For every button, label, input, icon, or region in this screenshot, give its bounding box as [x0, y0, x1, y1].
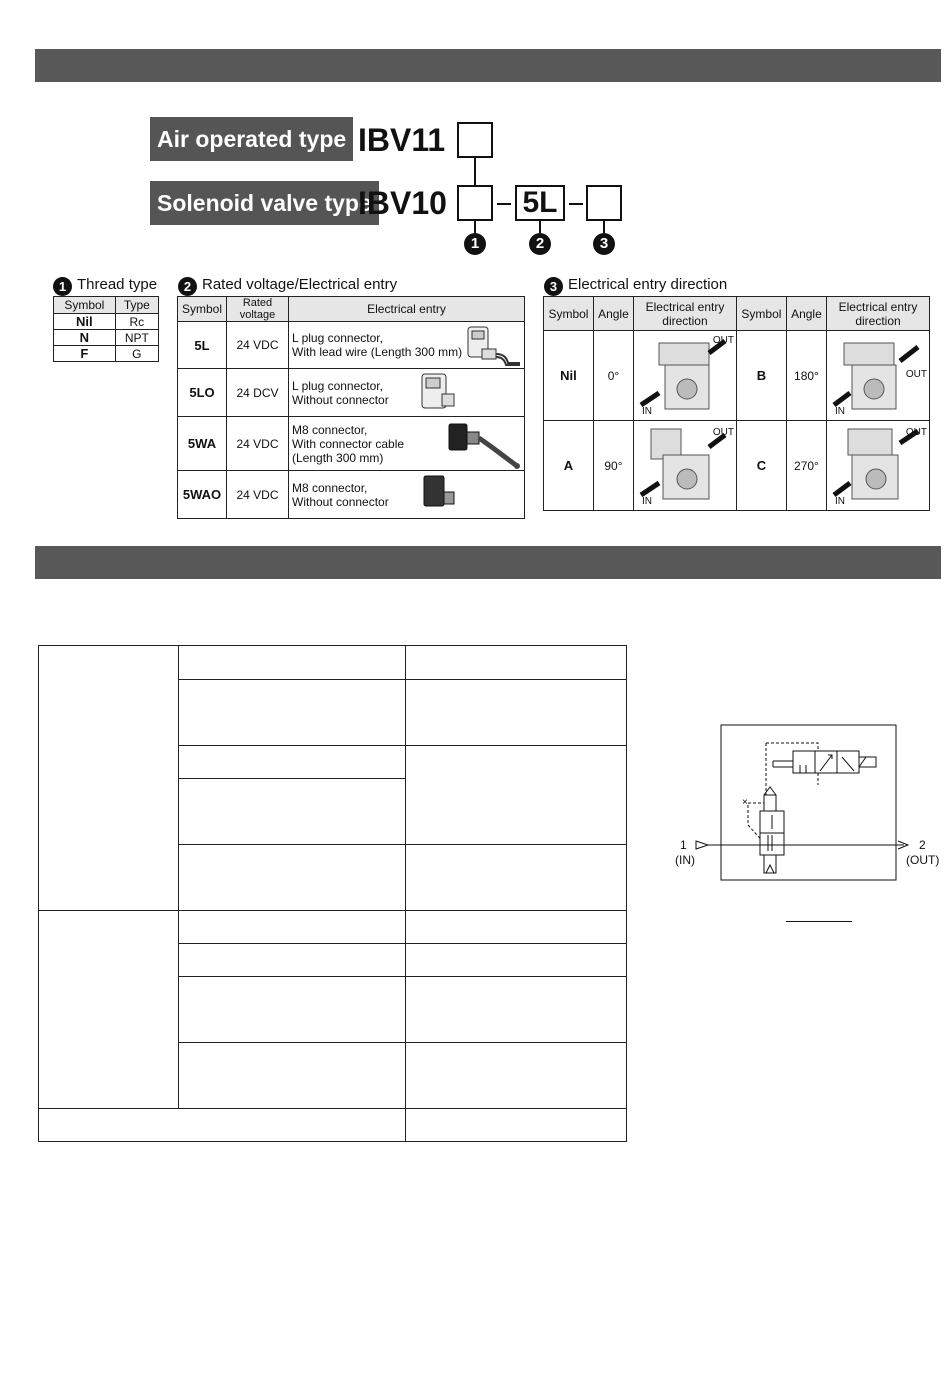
direction-option-box [586, 185, 622, 221]
connector-line [603, 221, 605, 233]
title-text: Electrical entry direction [568, 276, 728, 293]
spec-item-cell [179, 845, 406, 911]
spec-item-cell [179, 977, 406, 1043]
symbol-cell: N [54, 330, 116, 346]
entry-line: Without connector [292, 494, 389, 509]
entry-cell [289, 471, 525, 519]
symbol-cell: 5WAO [178, 471, 227, 519]
option-number-1: 1 [464, 233, 486, 255]
port-1-number: 1 [680, 838, 687, 852]
voltage-cell: 24 VDC [227, 322, 289, 369]
solenoid-valve-label: Solenoid valve type [150, 181, 379, 225]
in-label: IN [835, 406, 845, 417]
connector-line [474, 221, 476, 233]
port-2-number: 2 [919, 838, 926, 852]
symbol-cell: 5L [178, 322, 227, 369]
symbol-cell: C [736, 421, 786, 511]
spec-item-cell [179, 944, 406, 977]
direction-image-cell [633, 331, 736, 421]
m8-connector-icon [414, 472, 464, 516]
l-plug-with-lead-icon [462, 323, 522, 367]
voltage-cell: 24 VDC [227, 471, 289, 519]
symbol-cell: 5WA [178, 417, 227, 471]
spec-value-cell [406, 944, 627, 977]
number-badge: 1 [53, 277, 72, 296]
rated-voltage-title [178, 275, 397, 296]
col-header: Symbol [736, 297, 786, 331]
spec-value-cell [406, 646, 627, 680]
spec-value-cell [406, 1043, 627, 1109]
type-cell: Rc [115, 314, 158, 330]
symbol-cell: A [544, 421, 594, 511]
entry-cell [289, 369, 525, 417]
spec-value-cell [406, 845, 627, 911]
entry-cell [289, 417, 525, 471]
symbol-cell: B [736, 331, 786, 421]
symbol-cell: Nil [54, 314, 116, 330]
col-header: Electrical entry [289, 297, 525, 322]
spec-value-cell [406, 680, 627, 746]
entry-cell [289, 322, 525, 369]
symbol-cell: F [54, 346, 116, 362]
dash [569, 203, 583, 205]
in-label: IN [835, 496, 845, 507]
col-header: Electrical entry direction [633, 297, 736, 331]
col-header: Angle [786, 297, 826, 331]
specifications-table [38, 645, 627, 1142]
port-2-name: (OUT) [906, 853, 940, 867]
m8-connector-cable-icon [443, 418, 523, 470]
option-number-2: 2 [529, 233, 551, 255]
dash [497, 203, 511, 205]
entry-line: M8 connector, [292, 480, 368, 495]
voltage-cell: 24 VDC [227, 417, 289, 471]
out-label: OUT [712, 335, 734, 346]
spec-footer-cell [39, 1109, 406, 1142]
out-label: OUT [905, 427, 927, 438]
svg-text:×: × [742, 797, 748, 808]
in-label: IN [641, 406, 652, 417]
entry-direction-table [543, 296, 930, 511]
direction-image-cell [827, 421, 930, 511]
spec-item-cell [179, 911, 406, 944]
l-plug-without-connector-icon [414, 370, 464, 416]
connector-line [474, 158, 476, 185]
entry-line: M8 connector, [292, 422, 368, 437]
entry-line: Without connector [292, 392, 389, 407]
spec-value-cell [406, 746, 627, 845]
direction-image-cell [633, 421, 736, 511]
thread-type-table [53, 296, 159, 362]
rated-voltage-table [177, 296, 525, 519]
spec-value-cell [406, 1109, 627, 1142]
section-header-bar [35, 49, 941, 82]
entry-line: With connector cable [292, 436, 405, 451]
port-1-name: (IN) [675, 853, 695, 867]
air-option-box [457, 122, 493, 158]
in-label: IN [641, 496, 652, 507]
col-header: Type [115, 297, 158, 314]
air-model-number: IBV11 [358, 122, 446, 158]
spec-item-cell [179, 680, 406, 746]
voltage-code: 5L [522, 186, 558, 219]
pneumatic-circuit-symbol [668, 715, 948, 925]
spec-item-cell [179, 646, 406, 680]
connector-line [539, 221, 541, 233]
spec-item-cell [179, 1043, 406, 1109]
spec-value-cell [406, 911, 627, 944]
option-number-3: 3 [593, 233, 615, 255]
thread-type-title [53, 275, 157, 296]
symbol-cell: Nil [544, 331, 594, 421]
entry-line: With lead wire (Length 300 mm) [292, 345, 463, 359]
title-text: Thread type [77, 276, 158, 293]
spec-item-cell [179, 746, 406, 779]
col-header: Symbol [178, 297, 227, 322]
spec-group-cell [39, 646, 179, 911]
section-header-bar [35, 546, 941, 579]
col-header: Symbol [544, 297, 594, 331]
entry-direction-title [544, 275, 727, 296]
out-label: OUT [905, 369, 927, 380]
thread-option-box [457, 185, 493, 221]
type-cell: G [115, 346, 158, 362]
number-badge: 2 [178, 277, 197, 296]
voltage-option-box [515, 185, 565, 221]
col-header: Angle [593, 297, 633, 331]
entry-line: L plug connector, [292, 378, 383, 393]
col-header: Symbol [54, 297, 116, 314]
air-operated-label: Air operated type [150, 117, 353, 161]
number-badge: 3 [544, 277, 563, 296]
angle-cell: 0° [593, 331, 633, 421]
title-text: Rated voltage/Electrical entry [202, 276, 398, 293]
spec-item-cell [179, 779, 406, 845]
symbol-cell: 5LO [178, 369, 227, 417]
col-header: Rated voltage [227, 297, 289, 322]
solenoid-model-number: IBV10 [358, 185, 447, 221]
col-header: Electrical entry direction [827, 297, 930, 331]
direction-image-cell [827, 331, 930, 421]
out-label: OUT [712, 427, 734, 438]
symbol-caption-underline [786, 921, 852, 922]
angle-cell: 180° [786, 331, 826, 421]
angle-cell: 270° [786, 421, 826, 511]
voltage-cell: 24 DCV [227, 369, 289, 417]
type-cell: NPT [115, 330, 158, 346]
entry-line: L plug connector, [292, 331, 383, 345]
entry-line: (Length 300 mm) [292, 450, 384, 465]
spec-group-cell [39, 911, 179, 1109]
spec-value-cell [406, 977, 627, 1043]
angle-cell: 90° [593, 421, 633, 511]
